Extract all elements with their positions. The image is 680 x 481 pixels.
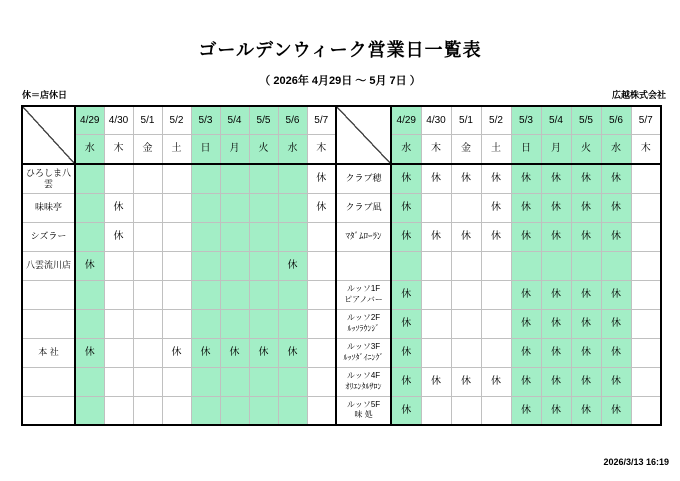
store-name-cell (22, 309, 75, 338)
schedule-cell: 休 (571, 280, 601, 309)
schedule-cell: 休 (541, 193, 571, 222)
schedule-cell (631, 164, 661, 193)
page-title: ゴールデンウィーク営業日一覧表 (198, 40, 482, 60)
table-row (336, 222, 661, 251)
schedule-cell: 休 (571, 309, 601, 338)
schedule-table-right (335, 105, 662, 426)
schedule-cell: 休 (601, 222, 631, 251)
schedule-cell (631, 367, 661, 396)
schedule-cell (249, 309, 278, 338)
table-row (336, 251, 661, 280)
schedule-cell (191, 367, 220, 396)
schedule-cell: 休 (391, 367, 421, 396)
schedule-cell (191, 164, 220, 193)
schedule-cell (631, 280, 661, 309)
schedule-cell: 休 (481, 193, 511, 222)
schedule-cell (162, 367, 191, 396)
schedule-cell (307, 251, 336, 280)
schedule-cell (162, 280, 191, 309)
schedule-cell (104, 396, 133, 425)
schedule-cell (511, 251, 541, 280)
store-name-cell: ルッソ5F 味 処 (336, 396, 391, 425)
schedule-cell (133, 367, 162, 396)
day-header-cell: 火 (249, 134, 278, 164)
schedule-cell (191, 309, 220, 338)
schedule-cell (307, 367, 336, 396)
store-name-cell: 本 社 (22, 338, 75, 367)
date-header-cell: 5/6 (278, 106, 307, 134)
schedule-cell: 休 (601, 367, 631, 396)
date-header-cell: 5/5 (249, 106, 278, 134)
schedule-cell: 休 (481, 222, 511, 251)
print-timestamp: 2026/3/13 16:19 (603, 457, 669, 467)
table-row (336, 338, 661, 367)
schedule-cell: 休 (391, 396, 421, 425)
schedule-cell: 休 (75, 338, 104, 367)
schedule-cell: 休 (541, 367, 571, 396)
schedule-cell (481, 309, 511, 338)
schedule-cell: 休 (601, 164, 631, 193)
schedule-cell: 休 (191, 338, 220, 367)
schedule-cell (75, 309, 104, 338)
schedule-cell: 休 (104, 193, 133, 222)
schedule-cell (451, 309, 481, 338)
date-header-cell: 5/7 (307, 106, 336, 134)
schedule-cell: 休 (481, 164, 511, 193)
schedule-cell (133, 251, 162, 280)
schedule-cell (133, 280, 162, 309)
schedule-tables-container (21, 105, 662, 426)
day-header-cell: 土 (481, 134, 511, 164)
schedule-cell: 休 (391, 222, 421, 251)
schedule-cell (191, 396, 220, 425)
day-header-cell: 水 (391, 134, 421, 164)
schedule-cell (162, 164, 191, 193)
schedule-cell: 休 (541, 309, 571, 338)
schedule-cell (75, 396, 104, 425)
schedule-cell (104, 309, 133, 338)
date-header-cell: 5/3 (191, 106, 220, 134)
date-header-cell: 5/5 (571, 106, 601, 134)
store-name-cell: クラブ穂 (336, 164, 391, 193)
date-header-cell: 4/29 (75, 106, 104, 134)
date-header-cell: 4/29 (391, 106, 421, 134)
schedule-cell: 休 (601, 338, 631, 367)
schedule-cell: 休 (571, 367, 601, 396)
store-name-cell (22, 396, 75, 425)
day-header-cell: 金 (451, 134, 481, 164)
schedule-cell (162, 309, 191, 338)
schedule-cell (191, 251, 220, 280)
schedule-cell (451, 338, 481, 367)
schedule-cell (451, 280, 481, 309)
schedule-cell: 休 (307, 164, 336, 193)
schedule-cell: 休 (511, 222, 541, 251)
schedule-cell: 休 (391, 280, 421, 309)
schedule-cell (631, 338, 661, 367)
schedule-cell (133, 193, 162, 222)
table-row (22, 367, 336, 396)
schedule-cell: 休 (451, 164, 481, 193)
schedule-cell (481, 338, 511, 367)
schedule-cell: 休 (541, 338, 571, 367)
date-header-cell: 5/1 (451, 106, 481, 134)
schedule-cell (104, 251, 133, 280)
schedule-cell (307, 280, 336, 309)
schedule-cell (451, 193, 481, 222)
day-header-cell: 木 (631, 134, 661, 164)
schedule-cell (133, 396, 162, 425)
schedule-cell (421, 396, 451, 425)
store-name-cell (336, 251, 391, 280)
schedule-cell (421, 338, 451, 367)
date-header-cell: 5/4 (541, 106, 571, 134)
corner-diagonal-cell (336, 106, 391, 164)
company-name: 広越株式会社 (611, 90, 666, 100)
schedule-cell: 休 (511, 309, 541, 338)
schedule-cell (451, 251, 481, 280)
schedule-cell (220, 222, 249, 251)
schedule-cell (133, 164, 162, 193)
schedule-cell (571, 251, 601, 280)
schedule-cell: 休 (571, 396, 601, 425)
schedule-cell: 休 (571, 222, 601, 251)
schedule-cell: 休 (601, 396, 631, 425)
schedule-cell (631, 396, 661, 425)
schedule-cell: 休 (481, 367, 511, 396)
schedule-cell: 休 (571, 338, 601, 367)
schedule-cell (249, 193, 278, 222)
date-header-cell: 5/2 (481, 106, 511, 134)
schedule-cell: 休 (421, 164, 451, 193)
schedule-cell (421, 309, 451, 338)
schedule-cell (631, 309, 661, 338)
schedule-cell (249, 251, 278, 280)
schedule-cell (75, 280, 104, 309)
schedule-cell: 休 (511, 338, 541, 367)
schedule-cell (307, 396, 336, 425)
schedule-cell (191, 193, 220, 222)
schedule-cell (451, 396, 481, 425)
schedule-cell (249, 280, 278, 309)
day-header-cell: 月 (220, 134, 249, 164)
schedule-cell (220, 396, 249, 425)
day-header-cell: 火 (571, 134, 601, 164)
day-header-cell: 水 (278, 134, 307, 164)
store-name-cell: ﾏﾀﾞﾑﾛｰﾗﾝ (336, 222, 391, 251)
table-row (336, 280, 661, 309)
schedule-cell: 休 (75, 251, 104, 280)
store-name-cell: クラブ凪 (336, 193, 391, 222)
schedule-cell (75, 222, 104, 251)
schedule-cell: 休 (391, 338, 421, 367)
store-name-cell: ルッソ1F ピアノバー (336, 280, 391, 309)
table-row (22, 251, 336, 280)
schedule-cell (249, 164, 278, 193)
store-name-cell: シズラー (22, 222, 75, 251)
schedule-cell (421, 193, 451, 222)
schedule-cell: 休 (391, 164, 421, 193)
date-header-cell: 5/6 (601, 106, 631, 134)
store-name-cell: ルッソ3F ﾙｯｿﾀﾞｲﾆﾝｸﾞ (336, 338, 391, 367)
schedule-cell: 休 (601, 280, 631, 309)
date-header-cell: 4/30 (421, 106, 451, 134)
table-row (336, 367, 661, 396)
date-header-cell: 5/7 (631, 106, 661, 134)
schedule-cell (278, 193, 307, 222)
schedule-cell: 休 (220, 338, 249, 367)
schedule-cell (249, 222, 278, 251)
schedule-cell: 休 (278, 251, 307, 280)
schedule-cell (421, 280, 451, 309)
schedule-cell (278, 222, 307, 251)
store-name-cell (22, 280, 75, 309)
schedule-table-left (21, 105, 337, 426)
schedule-cell (631, 193, 661, 222)
day-header-cell: 木 (307, 134, 336, 164)
table-row (22, 338, 336, 367)
schedule-cell: 休 (541, 222, 571, 251)
schedule-cell (631, 222, 661, 251)
schedule-cell: 休 (511, 193, 541, 222)
day-header-cell: 木 (421, 134, 451, 164)
table-row (22, 164, 336, 193)
schedule-cell: 休 (511, 280, 541, 309)
table-row (22, 396, 336, 425)
table-row (336, 396, 661, 425)
schedule-cell (307, 309, 336, 338)
schedule-cell: 休 (511, 164, 541, 193)
schedule-cell (249, 396, 278, 425)
schedule-cell (191, 222, 220, 251)
schedule-cell (421, 251, 451, 280)
schedule-cell (104, 367, 133, 396)
schedule-cell (133, 222, 162, 251)
schedule-cell (220, 193, 249, 222)
schedule-cell (162, 193, 191, 222)
table-row (22, 193, 336, 222)
schedule-cell: 休 (391, 309, 421, 338)
schedule-cell (220, 309, 249, 338)
schedule-cell (162, 396, 191, 425)
schedule-cell (481, 280, 511, 309)
schedule-cell: 休 (391, 193, 421, 222)
schedule-cell (278, 309, 307, 338)
schedule-cell (75, 164, 104, 193)
schedule-cell: 休 (249, 338, 278, 367)
schedule-cell (75, 193, 104, 222)
schedule-cell: 休 (511, 367, 541, 396)
day-header-cell: 日 (511, 134, 541, 164)
schedule-cell: 休 (278, 338, 307, 367)
table-row (336, 193, 661, 222)
closed-legend-note: 休＝店休日 (22, 90, 68, 100)
schedule-cell: 休 (541, 280, 571, 309)
schedule-cell (133, 309, 162, 338)
schedule-cell (220, 164, 249, 193)
schedule-cell: 休 (421, 222, 451, 251)
store-name-cell: ルッソ4F ｵﾘｴﾝﾀﾙｻﾛﾝ (336, 367, 391, 396)
schedule-cell (249, 367, 278, 396)
schedule-cell: 休 (451, 367, 481, 396)
schedule-cell (104, 338, 133, 367)
schedule-cell (307, 338, 336, 367)
day-header-cell: 水 (601, 134, 631, 164)
table-row (336, 164, 661, 193)
schedule-cell (481, 396, 511, 425)
schedule-cell: 休 (541, 164, 571, 193)
schedule-cell: 休 (307, 193, 336, 222)
schedule-cell (278, 367, 307, 396)
schedule-cell (278, 280, 307, 309)
schedule-cell (220, 280, 249, 309)
schedule-cell: 休 (601, 193, 631, 222)
schedule-cell (104, 280, 133, 309)
schedule-cell (75, 367, 104, 396)
schedule-cell (162, 251, 191, 280)
schedule-cell (307, 222, 336, 251)
schedule-cell (220, 251, 249, 280)
schedule-cell: 休 (421, 367, 451, 396)
schedule-cell: 休 (571, 193, 601, 222)
day-header-cell: 木 (104, 134, 133, 164)
table-row (336, 309, 661, 338)
schedule-cell: 休 (541, 396, 571, 425)
date-header-cell: 5/2 (162, 106, 191, 134)
schedule-cell (278, 396, 307, 425)
day-header-cell: 金 (133, 134, 162, 164)
schedule-cell (133, 338, 162, 367)
schedule-cell (601, 251, 631, 280)
date-header-cell: 5/3 (511, 106, 541, 134)
date-header-cell: 5/4 (220, 106, 249, 134)
schedule-cell: 休 (162, 338, 191, 367)
schedule-cell: 休 (571, 164, 601, 193)
store-name-cell: 味味亭 (22, 193, 75, 222)
day-header-cell: 土 (162, 134, 191, 164)
schedule-cell: 休 (511, 396, 541, 425)
schedule-cell: 休 (601, 309, 631, 338)
schedule-cell (631, 251, 661, 280)
day-header-cell: 月 (541, 134, 571, 164)
date-range-subtitle: （ 2026年 4月29日 ～ 5月 7日 ） (259, 75, 421, 87)
corner-diagonal-cell (22, 106, 75, 164)
day-header-cell: 水 (75, 134, 104, 164)
table-row (22, 309, 336, 338)
table-row (22, 222, 336, 251)
schedule-cell: 休 (104, 222, 133, 251)
store-name-cell: ルッソ2F ﾙｯｿﾗｳﾝｼﾞ (336, 309, 391, 338)
schedule-cell (481, 251, 511, 280)
schedule-cell (191, 280, 220, 309)
date-header-cell: 4/30 (104, 106, 133, 134)
schedule-cell (220, 367, 249, 396)
schedule-cell (162, 222, 191, 251)
date-header-cell: 5/1 (133, 106, 162, 134)
table-row (22, 280, 336, 309)
schedule-cell (104, 164, 133, 193)
store-name-cell: ひろしま八雲 (22, 164, 75, 193)
store-name-cell (22, 367, 75, 396)
schedule-cell (391, 251, 421, 280)
store-name-cell: 八雲流川店 (22, 251, 75, 280)
day-header-cell: 日 (191, 134, 220, 164)
schedule-cell (278, 164, 307, 193)
schedule-cell (541, 251, 571, 280)
schedule-cell: 休 (451, 222, 481, 251)
